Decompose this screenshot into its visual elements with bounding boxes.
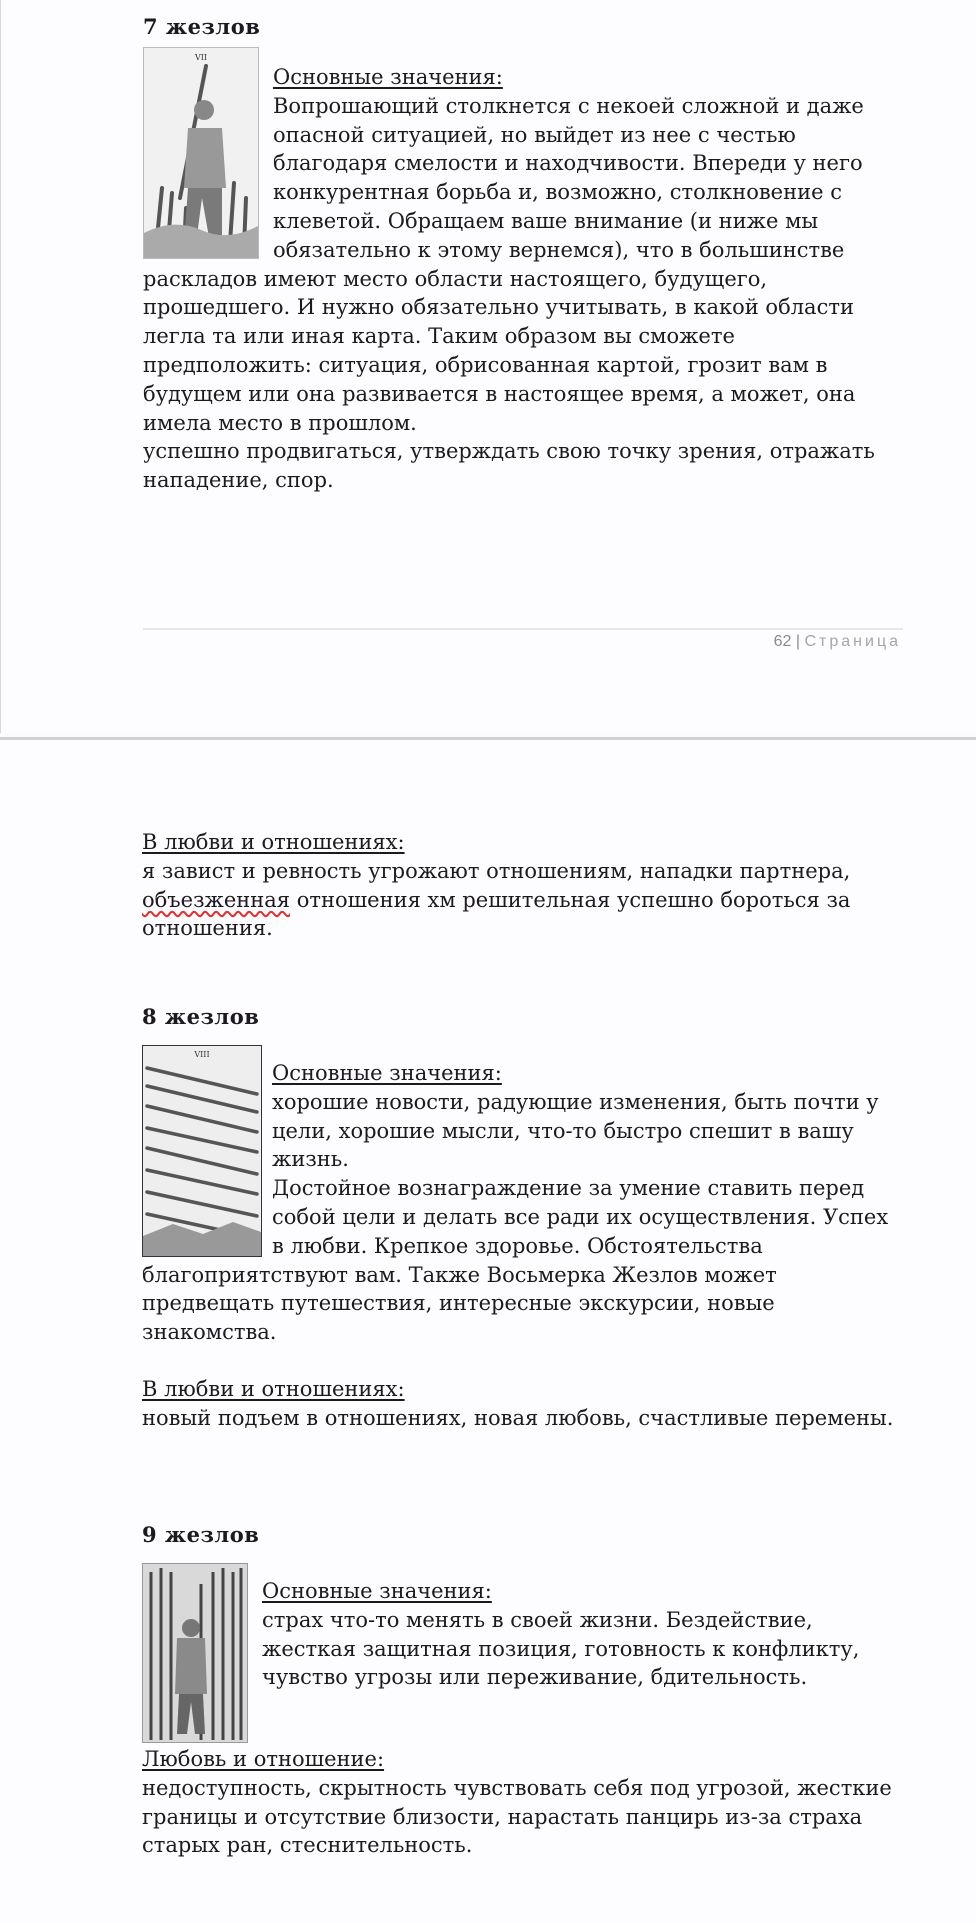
love-text-part1: я завист и ревность угрожают отношениям, нападки партнера,	[142, 858, 851, 883]
seven-of-wands-section	[143, 14, 903, 495]
page-number-footer	[774, 633, 901, 651]
main-meanings-heading: Основные значения:	[272, 1061, 502, 1085]
eight-of-wands-card-image	[142, 1045, 262, 1257]
love-text: недоступность, скрытность чувствовать себя под угрозой, жесткие границы и отсутствие близости, нарастать панцирь из-за страха старых ран, стеснительность.	[142, 1775, 892, 1858]
spellcheck-misspelled-word[interactable]: объезженная	[142, 887, 291, 912]
main-meanings-text: страх что-то менять в своей жизни. Бездействие, жесткая защитная позиция, готовность к конфликту, чувство угрозы или переживание, бдительность.	[262, 1607, 860, 1690]
main-meanings-text-cont: успешно продвигаться, утверждать свою точку зрения, отражать нападение, спор.	[143, 439, 875, 493]
main-meanings-text: хорошие новости, радующие изменения, быть почти у цели, хорошие мысли, что-то быстро спешит в вашу жизнь.	[272, 1089, 879, 1172]
page-number: 62	[773, 633, 792, 650]
love-text: новый подъем в отношениях, новая любовь, счастливые перемены.	[142, 1405, 894, 1430]
card-title: 9 жезлов	[142, 1522, 260, 1547]
card-numeral: VIII	[194, 1050, 210, 1059]
nine-of-wands-card-image	[142, 1563, 248, 1743]
card-title: 8 жезлов	[142, 1004, 260, 1029]
card-title: 7 жезлов	[143, 14, 261, 39]
page-number-separator: |	[795, 633, 801, 650]
seven-of-wands-card-image	[143, 47, 259, 259]
card-numeral: VII	[194, 53, 208, 62]
main-meanings-heading: Основные значения:	[262, 1579, 492, 1603]
love-heading: В любви и отношениях:	[142, 1376, 405, 1401]
love-heading: В любви и отношениях:	[142, 830, 405, 854]
main-meanings-text-cont: Достойное вознаграждение за умение ставить перед собой цели и делать все ради их осуществления. Успех в любви. Крепкое здоровье. Обстоятельства благоприятствуют вам. Также Восьмерка Жезлов может предвещать путешествия, интересные экскурсии, новые знакомства.	[142, 1176, 889, 1345]
seven-of-wands-love-section	[142, 828, 902, 943]
love-heading: Любовь и отношение:	[142, 1747, 385, 1771]
footer-divider	[143, 628, 903, 630]
page-label: Страница	[804, 633, 901, 650]
love-text-part2: отношения хм решительная успешно бороться за отношения.	[142, 887, 851, 941]
document-page-62	[0, 0, 976, 733]
eight-of-wands-section	[142, 1004, 902, 1433]
main-meanings-text: Вопрошающий столкнется с некоей сложной и даже опасной ситуацией, но выйдет из нее с честью благодаря смелости и находчивости. Впереди у него конкурентная борьба и, возможно, столкновение с клеветой. Обращаем ваше внимание (и ниже мы обязательно к этому вернемся), что в большинстве раскладов имеют место области настоящего, будущего, прошедшего. И нужно обязательно учитывать, в какой области легла та или иная карта. Таким образом вы сможете предположить: ситуация, обрисованная картой, грозит вам в будущем или она развивается в настоящее время, а может, она имела место в прошлом.	[143, 93, 864, 435]
document-page-63	[0, 737, 976, 1923]
nine-of-wands-section	[142, 1522, 902, 1860]
main-meanings-heading: Основные значения:	[273, 65, 503, 89]
